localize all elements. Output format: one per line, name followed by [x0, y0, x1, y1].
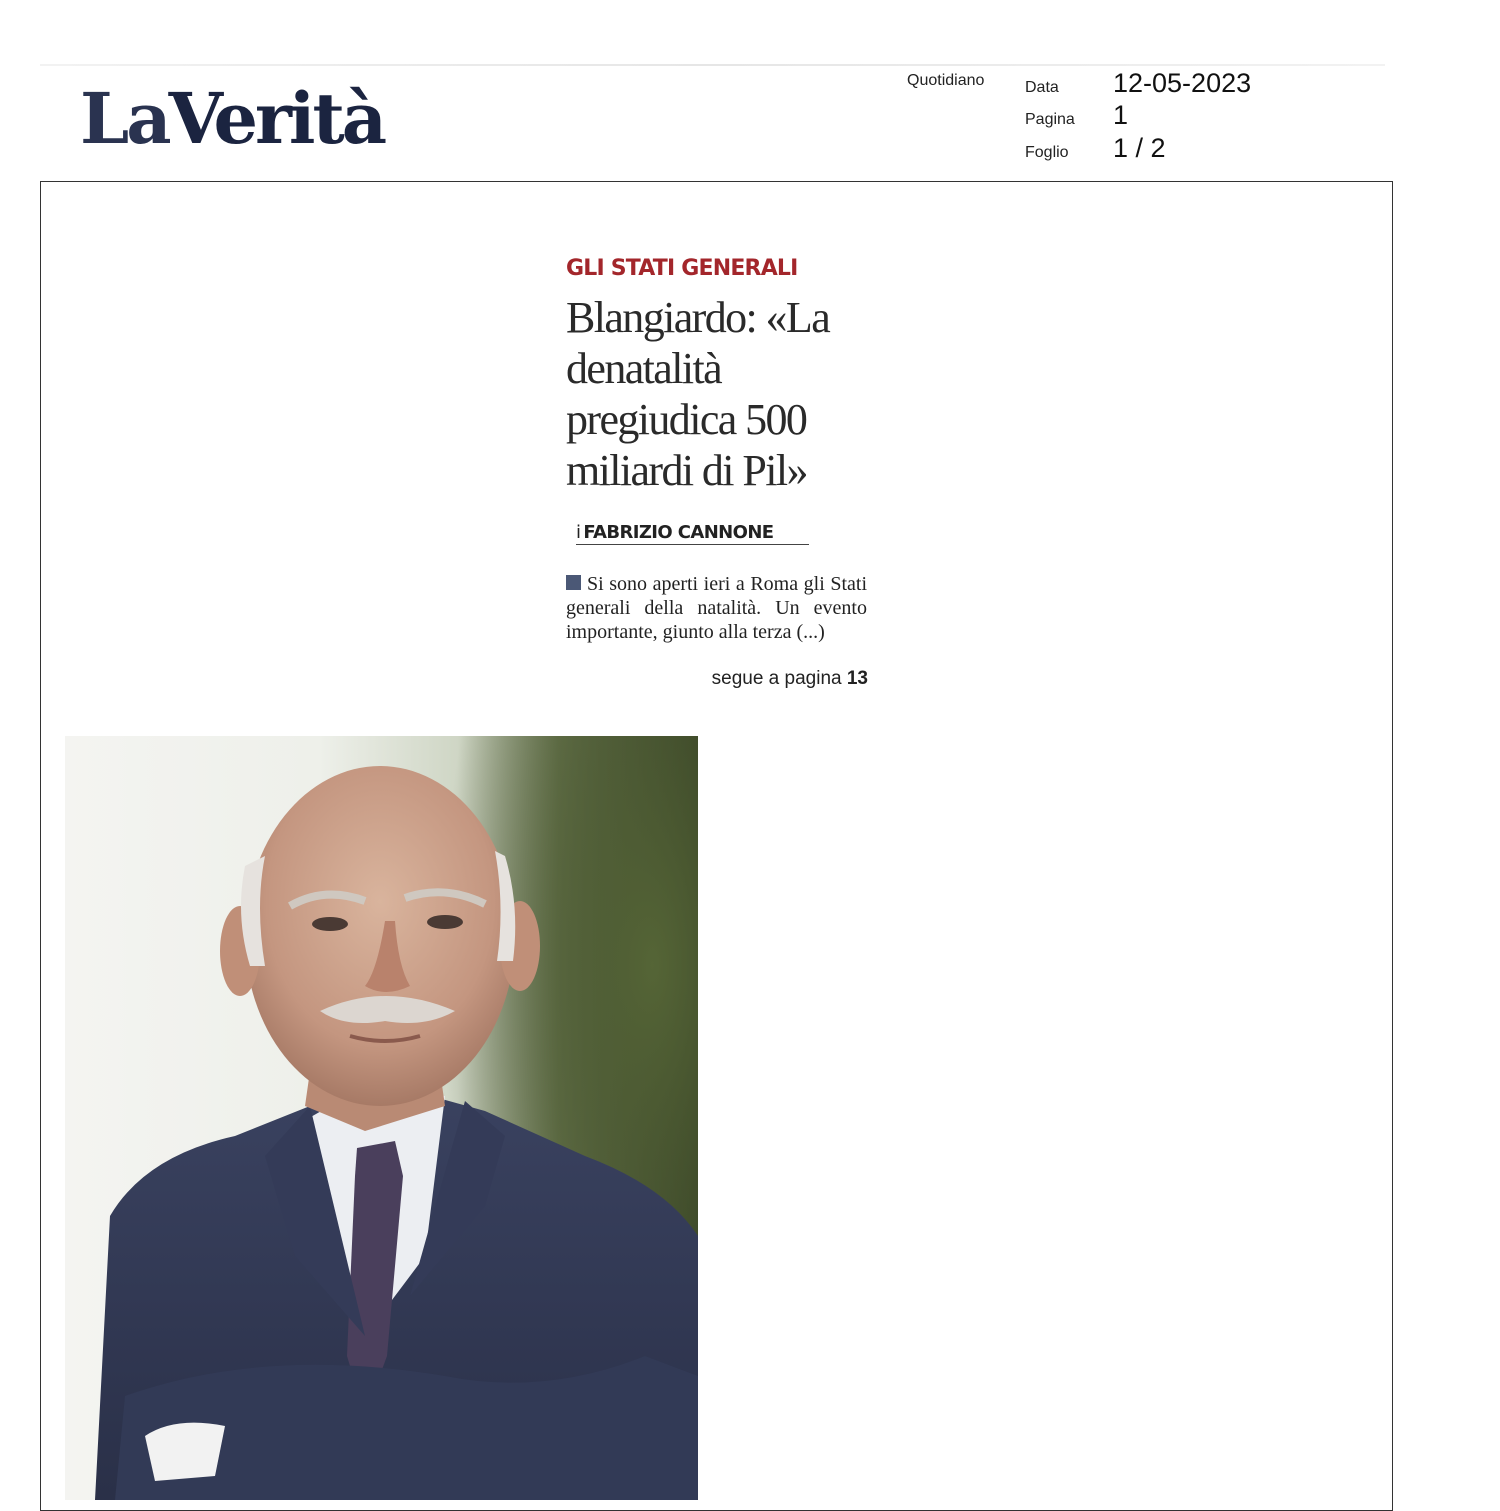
- portrait-illustration-icon: [65, 736, 698, 1500]
- article-headline: Blangiardo: «La denatalità pregiudica 500 miliardi di Pil»: [566, 293, 830, 495]
- header-rule: [40, 64, 1385, 66]
- publication-type: Quotidiano: [907, 72, 985, 89]
- article-byline: [576, 522, 809, 545]
- portrait-photo: [65, 736, 698, 1500]
- meta-page-value: 1: [1113, 100, 1129, 130]
- meta-sheet-value: 1 / 2: [1113, 133, 1166, 163]
- meta-date: [1025, 68, 1251, 99]
- meta-sheet: [1025, 133, 1166, 164]
- lead-square-icon: [566, 575, 581, 590]
- meta-date-value: 12-05-2023: [1113, 68, 1252, 98]
- continue-reference: [566, 668, 868, 690]
- continue-page-number: 13: [846, 668, 868, 689]
- lead-text: Si sono aperti ieri a Roma gli Stati generali della natalità. Un evento importante, giunto alla terza (...): [566, 573, 867, 643]
- logo-part-la: La: [80, 77, 169, 160]
- article-lead: [566, 572, 867, 644]
- meta-date-label: Data: [1025, 79, 1059, 96]
- meta-page: [1025, 100, 1128, 131]
- logo-part-verita: Verità: [168, 77, 385, 160]
- meta-page-label: Pagina: [1025, 111, 1075, 128]
- newspaper-logo: [80, 77, 385, 160]
- article-kicker: GLI STATI GENERALI: [566, 256, 798, 281]
- meta-sheet-label: Foglio: [1025, 144, 1069, 161]
- byline-mark: i: [576, 522, 581, 543]
- continue-text: segue a pagina: [711, 668, 842, 689]
- byline-author: FABRIZIO CANNONE: [583, 522, 774, 543]
